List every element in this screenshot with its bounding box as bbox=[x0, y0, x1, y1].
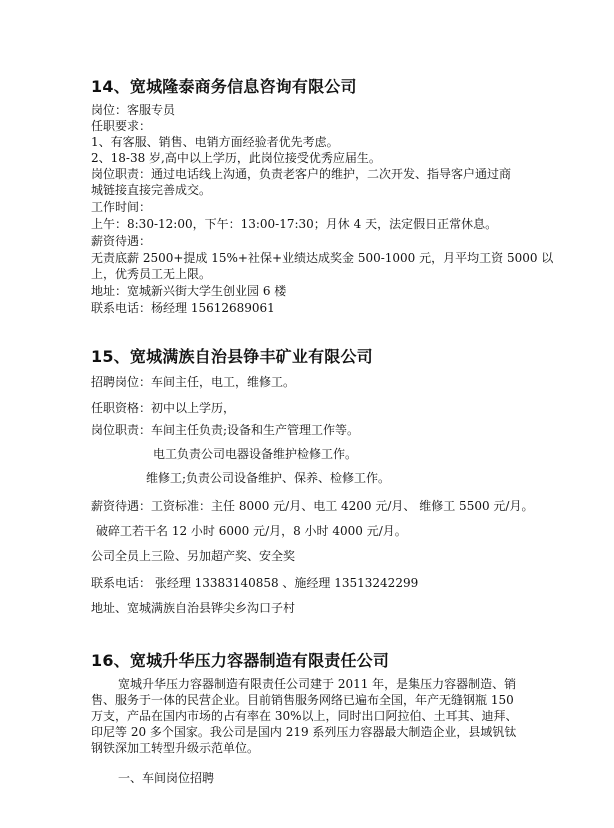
s16-line-intro-3: 万支，产品在国内市场的占有率在 30%以上，同时出口阿拉伯、土耳其、迪拜、 bbox=[91, 709, 518, 723]
s15-line-positions: 招聘岗位：车间主任，电工，维修工。 bbox=[91, 375, 296, 389]
s14-line-duties-cont: 城链接直接完善成交。 bbox=[91, 183, 212, 197]
s14-line-hours: 上午：8:30-12:00，下午：13:00-17:30；月休 4 天，法定假日正常休息。 bbox=[91, 217, 498, 231]
s15-line-qualification: 任职资格：初中以上学历， bbox=[91, 401, 236, 415]
s16-line-intro-5: 钢铁深加工转型升级示范单位。 bbox=[91, 741, 260, 755]
s16-line-intro-1: 宽城升华压力容器制造有限责任公司建于 2011 年，是集压力容器制造、销 bbox=[118, 677, 517, 691]
s14-line-position: 岗位：客服专员 bbox=[91, 103, 176, 117]
s14-line-salary: 无责底薪 2500+提成 15%+社保+业绩达成奖金 500-1000 元，月平均工资 5000 以 bbox=[91, 251, 554, 265]
s15-line-crusher: 破碎工若干名 12 小时 6000 元/月，8 小时 4000 元/月。 bbox=[96, 524, 407, 538]
s15-line-duties-electrician: 电工负责公司电器设备维护检修工作。 bbox=[153, 447, 358, 461]
section-16-title: 16、宽城升华压力容器制造有限责任公司 bbox=[91, 651, 390, 670]
s14-line-contact: 联系电话：杨经理 15612689061 bbox=[91, 301, 275, 315]
s14-line-req-2: 2、18-38 岁,高中以上学历，此岗位接受优秀应届生。 bbox=[91, 151, 381, 165]
section-15-title: 15、宽城满族自治县铮丰矿业有限公司 bbox=[91, 347, 373, 366]
s15-line-salary: 薪资待遇：工资标准：主任 8000 元/月、电工 4200 元/月、 维修工 5500 元/月。 bbox=[91, 499, 534, 513]
s15-line-address: 地址、宽城满族自治县铧尖乡沟口子村 bbox=[91, 601, 296, 615]
s14-line-hours-label: 工作时间： bbox=[91, 200, 152, 214]
s16-line-intro-2: 售、服务于一体的民营企业。目前销售服务网络已遍布全国，年产无缝钢瓶 150 bbox=[91, 693, 514, 707]
s14-line-salary-cont: 上，优秀员工无上限。 bbox=[91, 267, 212, 281]
s14-line-requirements-label: 任职要求： bbox=[91, 119, 152, 133]
s14-line-req-1: 1、有客服、销售、电销方面经验者优先考虑。 bbox=[91, 135, 339, 149]
s15-line-benefits: 公司全员上三险、另加超产奖、安全奖 bbox=[91, 549, 296, 563]
s16-line-intro-4: 印尼等 20 多个国家。我公司是国内 219 系列压力容器最大制造企业，县域钒钛 bbox=[91, 725, 517, 739]
s14-line-address: 地址：宽城新兴街大学生创业园 6 楼 bbox=[91, 284, 287, 298]
s14-line-salary-label: 薪资待遇： bbox=[91, 234, 152, 248]
s15-line-duties-repair: 维修工;负责公司设备维护、保养、检修工作。 bbox=[146, 471, 391, 485]
s15-line-duties: 岗位职责：车间主任负责;设备和生产管理工作等。 bbox=[91, 423, 360, 437]
s15-line-contact: 联系电话： 张经理 13383140858 、施经理 13513242299 bbox=[91, 576, 419, 590]
section-14-title: 14、宽城隆泰商务信息咨询有限公司 bbox=[91, 77, 357, 96]
s16-line-workshop-heading: 一、车间岗位招聘 bbox=[118, 771, 215, 785]
s14-line-duties: 岗位职责：通过电话线上沟通，负责老客户的维护，二次开发、指导客户通过商 bbox=[91, 167, 512, 181]
